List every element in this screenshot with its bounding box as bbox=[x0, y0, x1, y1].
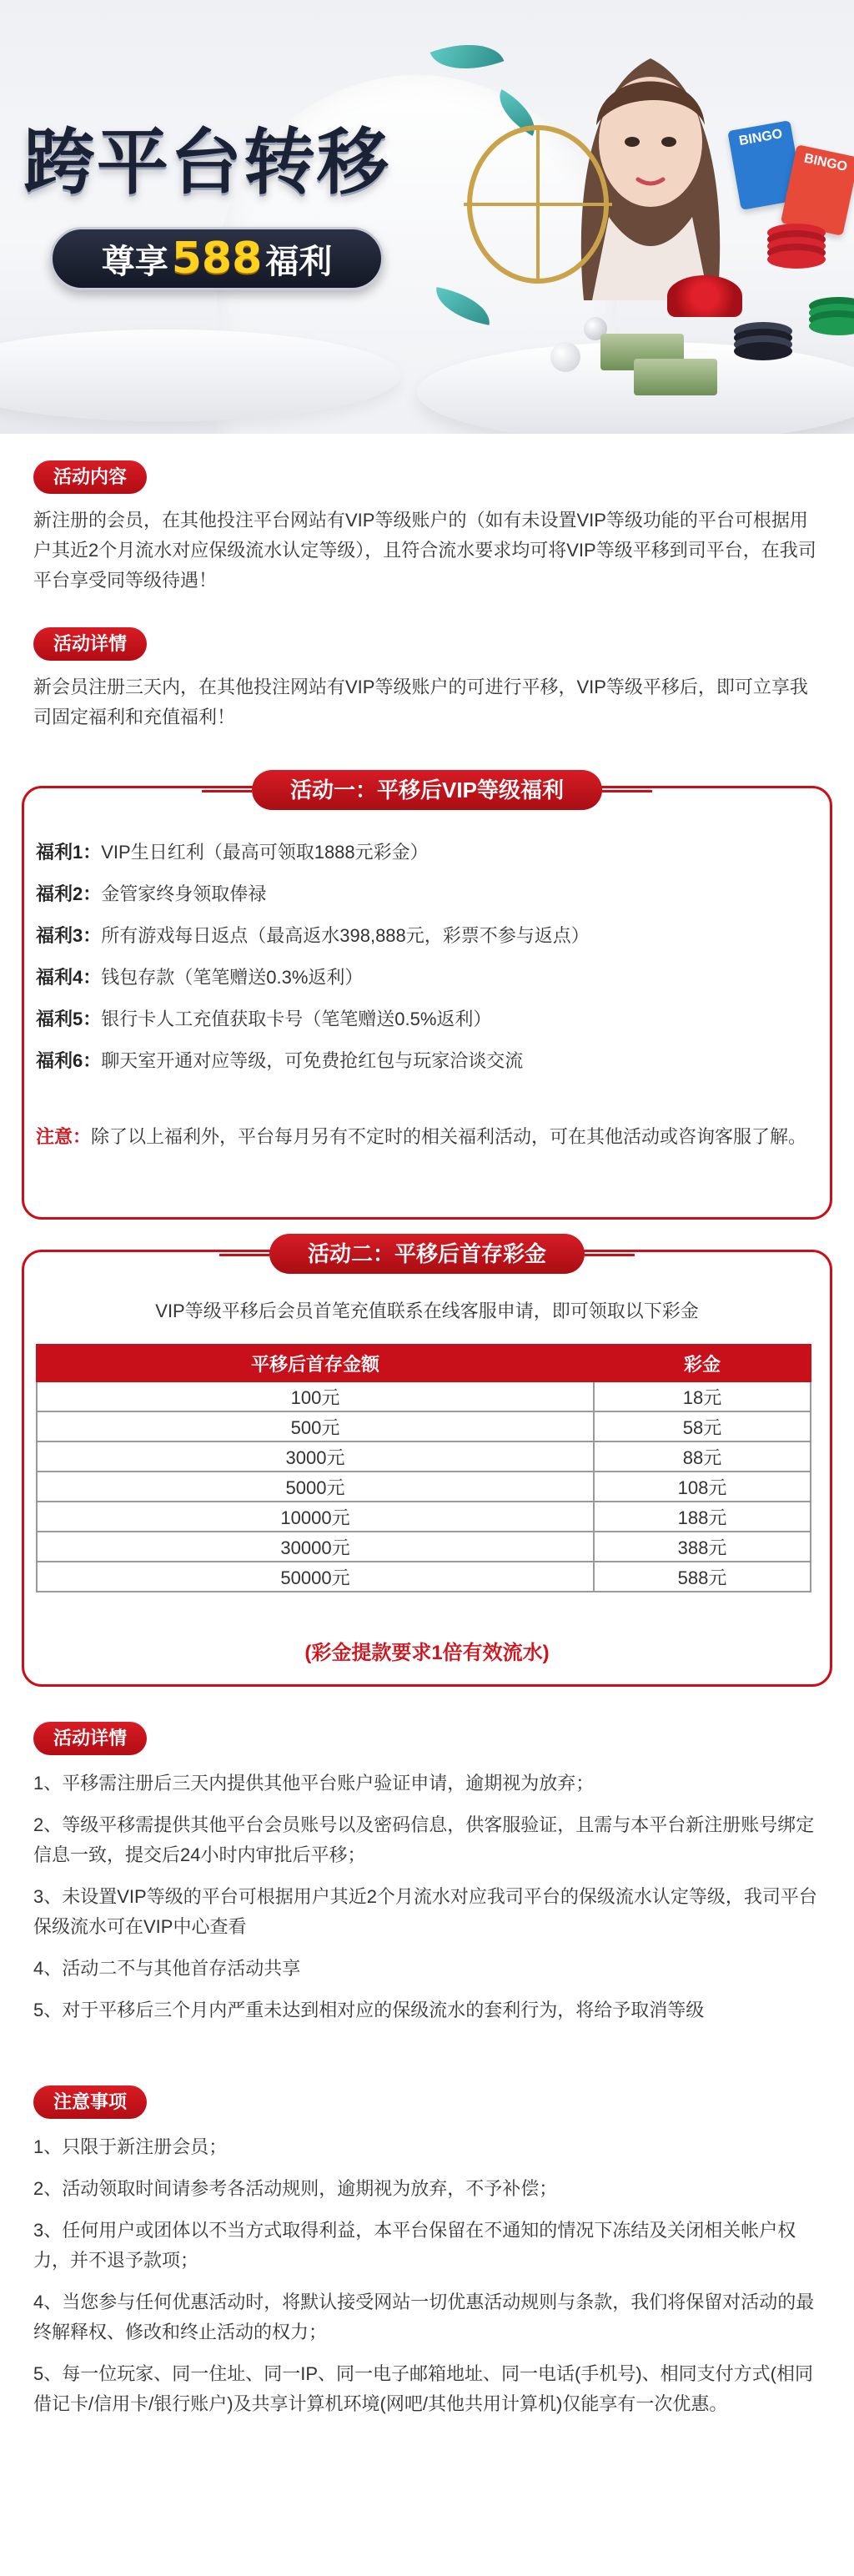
list-item: 4、活动二不与其他首存活动共享 bbox=[33, 1958, 301, 1979]
table-row bbox=[37, 1472, 811, 1502]
leaf-icon bbox=[430, 30, 505, 84]
deposit-cell: 5000元 bbox=[37, 1472, 594, 1502]
activity2-intro: VIP等级平移后会员首笔充值联系在线客服申请，即可领取以下彩金 bbox=[155, 1301, 699, 1321]
bonus-cell: 88元 bbox=[594, 1441, 811, 1472]
section-heading-content: 活动内容 bbox=[33, 460, 147, 494]
deposit-cell: 500元 bbox=[37, 1411, 594, 1441]
list-item: 4、当您参与任何优惠活动时，将默认接受网站一切优惠活动规则与条款，我们将保留对活动的最终解释权、修改和终止活动的权力； bbox=[33, 2292, 815, 2342]
lottery-cage-icon bbox=[467, 125, 609, 284]
benefit-text: 金管家终身领取俸禄 bbox=[101, 883, 267, 904]
notes-list bbox=[33, 2132, 821, 2431]
note-text: 除了以上福利外，平台每月另有不定时的相关福利活动，可在其他活动或咨询客服了解。 bbox=[91, 1126, 807, 1147]
benefit-text: 聊天室开通对应等级，可免费抢红包与玩家洽谈交流 bbox=[101, 1050, 524, 1071]
list-item: 3、任何用户或团体以不当方式取得利益，本平台保留在不通知的情况下冻结及关闭相关帐户权力，并不退予款项； bbox=[33, 2220, 796, 2271]
content-text: 新注册的会员，在其他投注平台网站有VIP等级账户的（如有未设置VIP等级功能的平台可根据用户其近2个月流水对应保级流水认定等级），且符合流水要求均可将VIP等级平移到司平台，在我司平台享受同等级待遇！ bbox=[33, 510, 816, 591]
hero-title: 跨平台转移 bbox=[23, 121, 390, 204]
table-header-row bbox=[37, 1345, 811, 1381]
benefit-text: 银行卡人工充值获取卡号（笔笔赠送0.5%返利） bbox=[101, 1009, 492, 1029]
bonus-cell: 188元 bbox=[594, 1502, 811, 1532]
bingo-card-icon: BINGO bbox=[727, 120, 804, 210]
benefit-label: 福利4： bbox=[36, 967, 102, 988]
bingo-card-icon: BINGO bbox=[781, 144, 854, 236]
column-header-bonus: 彩金 bbox=[594, 1345, 811, 1381]
list-item: 1、只限于新注册会员； bbox=[33, 2136, 228, 2157]
note-label: 注意： bbox=[36, 1126, 92, 1147]
table-row bbox=[37, 1562, 811, 1592]
list-item: 5、对于平移后三个月内严重未达到相对应的保级流水的套利行为，将给予取消等级 bbox=[33, 2000, 705, 2020]
bonus-cell: 588元 bbox=[594, 1562, 811, 1592]
list-item: 3、未设置VIP等级的平台可根据用户其近2个月流水对应我司平台的保级流水认定等级，我司平台保级流水可在VIP中心查看 bbox=[33, 1886, 817, 1937]
benefit-label: 福利1： bbox=[36, 842, 102, 863]
table-row bbox=[37, 1441, 811, 1472]
activity1-heading: 活动一：平移后VIP等级福利 bbox=[252, 770, 602, 810]
benefit-label: 福利5： bbox=[36, 1009, 102, 1029]
cash-stack-icon bbox=[634, 359, 717, 395]
gift-bow-icon bbox=[667, 275, 742, 317]
section-heading-details-2: 活动详情 bbox=[33, 1722, 147, 1755]
lottery-ball-icon bbox=[550, 342, 580, 372]
table-row bbox=[37, 1381, 811, 1411]
section-heading-details: 活动详情 bbox=[33, 627, 147, 661]
column-header-deposit: 平移后首存金额 bbox=[37, 1345, 594, 1381]
list-item: 2、活动领取时间请参考各活动规则，逾期视为放弃，不予补偿； bbox=[33, 2178, 558, 2199]
deposit-cell: 100元 bbox=[37, 1381, 594, 1411]
subtitle-number: 588 bbox=[171, 234, 263, 284]
benefit-list bbox=[36, 838, 811, 1089]
list-item bbox=[36, 880, 811, 908]
bonus-cell: 18元 bbox=[594, 1381, 811, 1411]
bonus-cell: 388元 bbox=[594, 1532, 811, 1562]
list-item bbox=[36, 1047, 811, 1075]
table-row bbox=[37, 1532, 811, 1562]
benefit-label: 福利2： bbox=[36, 883, 102, 904]
list-item bbox=[36, 963, 811, 992]
deposit-cell: 30000元 bbox=[37, 1532, 594, 1562]
benefit-text: VIP生日红利（最高可领取1888元彩金） bbox=[101, 842, 429, 863]
chip-stack-icon bbox=[809, 317, 854, 335]
benefit-text: 所有游戏每日返点（最高返水398,888元，彩票不参与返点） bbox=[101, 925, 590, 946]
list-item bbox=[36, 922, 811, 950]
activity2-heading: 活动二：平移后首存彩金 bbox=[269, 1234, 585, 1274]
list-item bbox=[36, 838, 811, 867]
subtitle-prefix: 尊享 bbox=[101, 242, 168, 281]
subtitle-suffix: 福利 bbox=[265, 242, 333, 281]
benefit-label: 福利6： bbox=[36, 1050, 102, 1071]
chip-stack-icon bbox=[734, 342, 792, 360]
bonus-cell: 108元 bbox=[594, 1472, 811, 1502]
table-row bbox=[37, 1411, 811, 1441]
deposit-cell: 10000元 bbox=[37, 1502, 594, 1532]
list-item bbox=[36, 1005, 811, 1034]
hero-subtitle-badge bbox=[50, 227, 384, 290]
list-item: 5、每一位玩家、同一住址、同一IP、同一电子邮箱地址、同一电话(手机号)、相同支付方式(相同借记卡/信用卡/银行账户)及共享计算机环境(网吧/其他共用计算机)仅能享有一次优惠。 bbox=[33, 2363, 814, 2414]
prize-table bbox=[36, 1344, 811, 1592]
list-item: 1、平移需注册后三天内提供其他平台账户验证申请，逾期视为放弃； bbox=[33, 1773, 595, 1794]
list-item: 2、等级平移需提供其他平台会员账号以及密码信息，供客服验证，且需与本平台新注册账号绑定信息一致，提交后24小时内审批后平移； bbox=[33, 1814, 815, 1865]
benefit-text: 钱包存款（笔笔赠送0.3%返利） bbox=[101, 967, 364, 988]
benefit-label: 福利3： bbox=[36, 925, 102, 946]
table-row bbox=[37, 1502, 811, 1532]
activity1-box bbox=[22, 777, 832, 1220]
details-text: 新会员注册三天内，在其他投注网站有VIP等级账户的可进行平移，VIP等级平移后，即可立享我司固定福利和充值福利！ bbox=[33, 677, 808, 727]
activity1-note bbox=[36, 1122, 820, 1152]
deposit-cell: 50000元 bbox=[37, 1562, 594, 1592]
activity2-box bbox=[22, 1241, 832, 1687]
section-heading-notes: 注意事项 bbox=[33, 2085, 147, 2119]
chip-stack-icon bbox=[767, 250, 826, 269]
details-list bbox=[33, 1768, 821, 2037]
deposit-cell: 3000元 bbox=[37, 1441, 594, 1472]
hero-banner bbox=[0, 0, 854, 434]
activity2-footer: (彩金提款要求1倍有效流水) bbox=[304, 1642, 550, 1664]
bonus-cell: 58元 bbox=[594, 1411, 811, 1441]
